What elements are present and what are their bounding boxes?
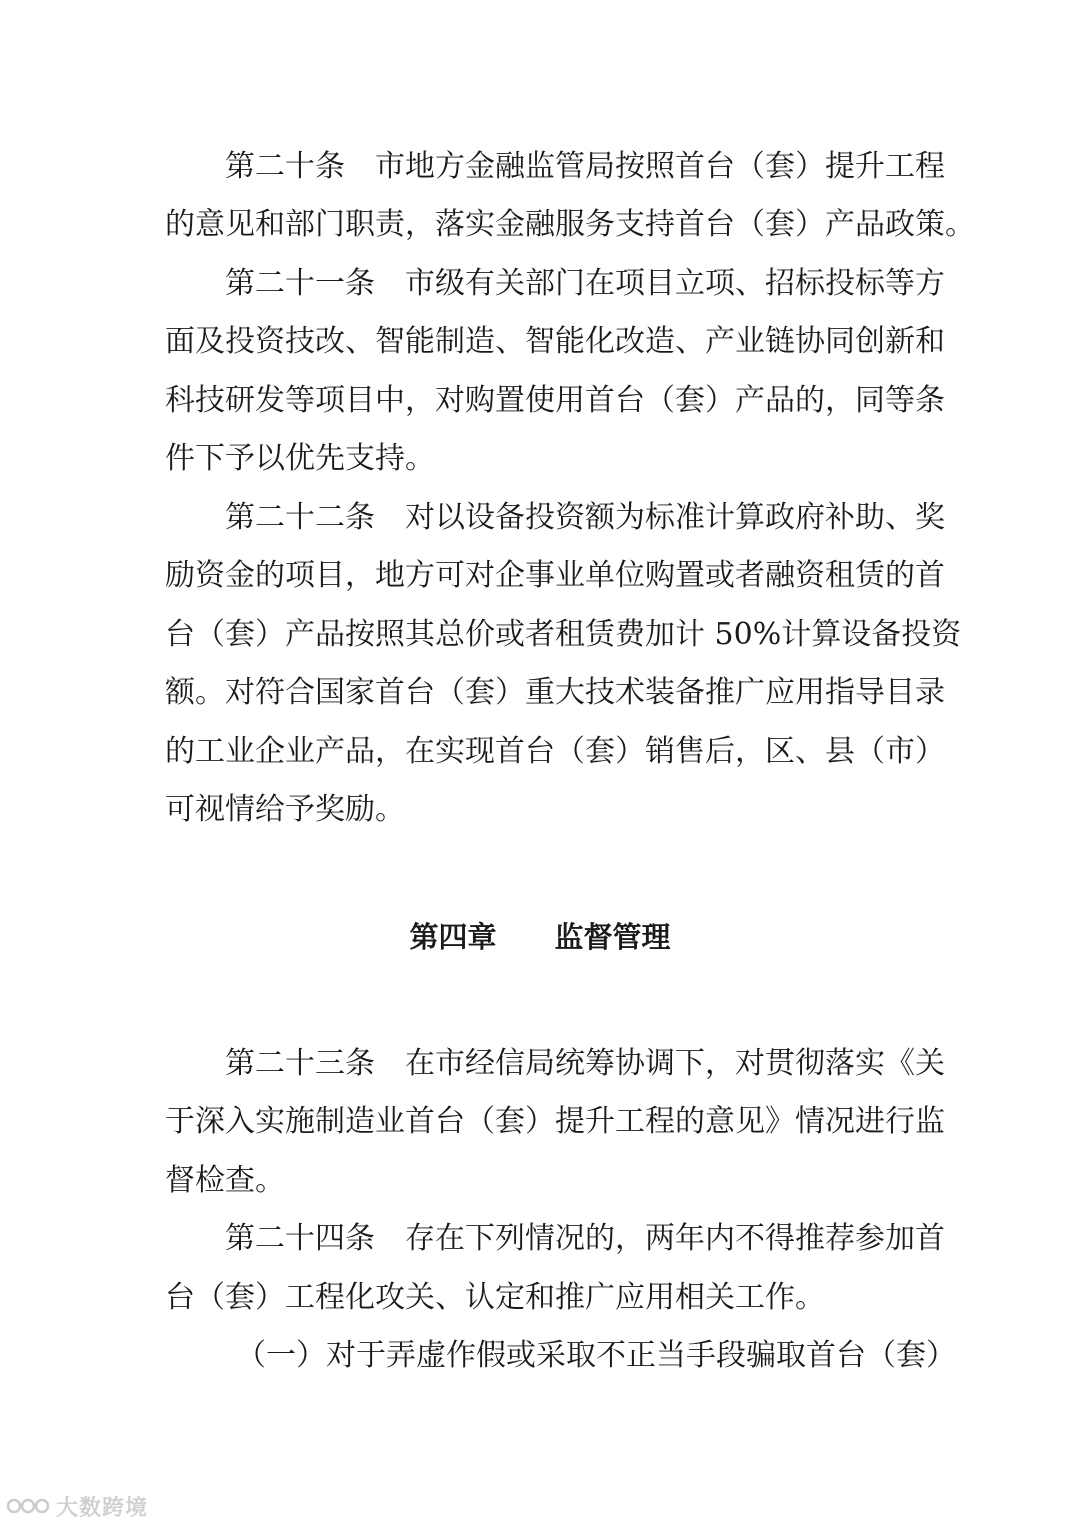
article-21-line-2: 面及投资技改、智能制造、智能化改造、产业链协同创新和 <box>165 324 945 359</box>
article-21-line-1: 第二十一条 市级有关部门在项目立项、招标投标等方 <box>225 266 945 301</box>
watermark-logo-icon <box>6 1495 50 1517</box>
article-22-line-5: 的工业企业产品，在实现首台（套）销售后，区、县（市） <box>165 734 945 769</box>
article-21-line-4: 件下予以优先支持。 <box>165 441 435 476</box>
article-22-line-6: 可视情给予奖励。 <box>165 792 405 827</box>
article-20-line-2: 的意见和部门职责，落实金融服务支持首台（套）产品政策。 <box>165 207 975 242</box>
article-23-line-1: 第二十三条 在市经信局统筹协调下，对贯彻落实《关 <box>225 1046 945 1081</box>
article-23-line-2: 于深入实施制造业首台（套）提升工程的意见》情况进行监 <box>165 1104 945 1139</box>
article-24-line-2: 台（套）工程化攻关、认定和推广应用相关工作。 <box>165 1280 825 1315</box>
watermark-text: 大数跨境 <box>56 1495 149 1521</box>
article-22-line-3: 台（套）产品按照其总价或者租赁费加计 50%计算设备投资 <box>165 617 962 652</box>
article-20-line-1: 第二十条 市地方金融监管局按照首台（套）提升工程 <box>225 149 945 184</box>
watermark <box>6 1492 148 1520</box>
article-23-line-3: 督检查。 <box>165 1163 285 1198</box>
article-22-line-1: 第二十二条 对以设备投资额为标准计算政府补助、奖 <box>225 500 945 535</box>
article-21-line-3: 科技研发等项目中，对购置使用首台（套）产品的，同等条 <box>165 383 945 418</box>
article-22-line-4: 额。对符合国家首台（套）重大技术装备推广应用指导目录 <box>165 675 945 710</box>
article-22-line-2: 励资金的项目，地方可对企事业单位购置或者融资租赁的首 <box>165 558 945 593</box>
article-24-line-1: 第二十四条 存在下列情况的，两年内不得推荐参加首 <box>225 1221 945 1256</box>
item-1-line-1: （一）对于弄虚作假或采取不正当手段骗取首台（套） <box>236 1338 956 1373</box>
chapter-heading: 第四章 监督管理 <box>409 920 671 954</box>
